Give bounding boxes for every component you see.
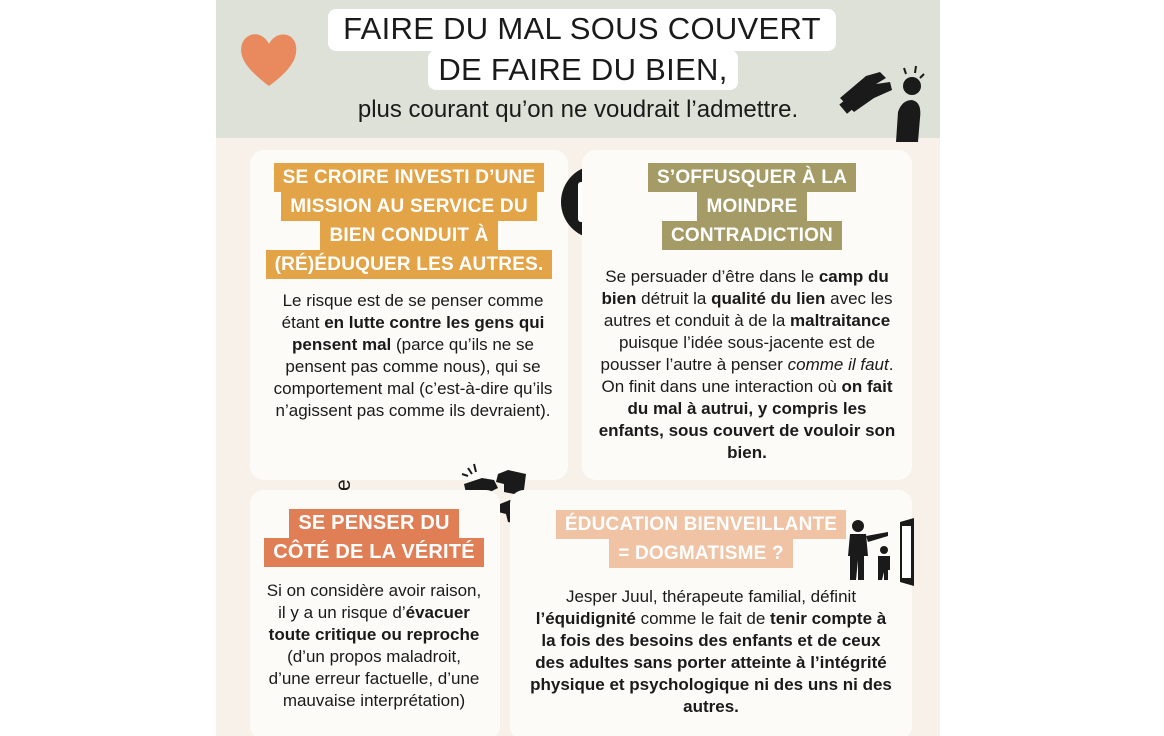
subtitle: plus courant qu’on ne voudrait l’admettre. — [357, 96, 799, 123]
label-line: CÔTÉ DE LA VÉRITÉ — [264, 538, 484, 567]
slap-icon — [836, 62, 926, 142]
text-bold: évacuer toute critique ou reproche — [268, 603, 480, 644]
text-run: Se persuader d’être dans le — [605, 267, 819, 286]
infographic — [216, 0, 940, 736]
door-exit-icon — [844, 518, 916, 586]
card-mission-text — [272, 290, 554, 422]
label-line: BIEN CONDUIT À — [320, 221, 497, 250]
text-run: puisque l’idée sous-jacente est de pousser l’autre à penser — [600, 333, 876, 374]
text-bold: l’équidignité — [535, 609, 636, 628]
label-line: SE PENSER DU — [289, 509, 458, 538]
card-contradiction-text — [594, 266, 900, 464]
heart-icon — [238, 30, 300, 88]
text-run: (parce qu’ils ne se pensent pas comme nous), qui se comportement mal (c’est-à-dire qu’ils n’agissent pas comme ils devraient). — [273, 335, 553, 420]
header — [216, 0, 940, 138]
text-run: détruit la — [636, 289, 712, 308]
label-line: MISSION AU SERVICE DU — [281, 192, 537, 221]
text-run: Le risque est de se penser comme étant — [281, 291, 544, 332]
text-bold: on fait du mal à autrui, y compris les enfants, sous couvert de vouloir son bien. — [598, 377, 896, 462]
label-line: S’OFFUSQUER À LA — [648, 163, 856, 192]
text-run: avec les autres et conduit à de la — [603, 289, 893, 330]
text-bold: maltraitance — [790, 311, 891, 330]
title-line-1: FAIRE DU MAL SOUS COUVERT — [328, 9, 836, 51]
label-line: SE CROIRE INVESTI D’UNE — [274, 163, 545, 192]
text-bold: en lutte contre les gens qui pensent mal — [292, 313, 545, 354]
text-bold: qualité du lien — [711, 289, 826, 308]
label-line: ÉDUCATION BIENVEILLANTE — [556, 510, 846, 539]
label-line: = DOGMATISME ? — [609, 539, 793, 568]
label-dogmatisme — [510, 510, 892, 568]
text-run: Jesper Juul, thérapeute familial, définit — [565, 587, 857, 606]
text-run: comme le fait de — [635, 609, 771, 628]
text-bold: camp du bien — [601, 267, 889, 308]
text-run: . On finit dans une interaction où — [601, 355, 894, 396]
label-line: (RÉ)ÉDUQUER LES AUTRES. — [266, 250, 553, 279]
card-dogmatisme-text — [528, 586, 894, 718]
label-line: MOINDRE — [697, 192, 806, 221]
text-run: Si on considère avoir raison, il y a un risque d’ — [266, 581, 482, 622]
text-bold: tenir compte à la fois des besoins des enfants et de ceux des adultes sans porter atteinte à l’intégrité physique et psychologique ni des uns ni des autres. — [530, 609, 892, 716]
label-verite — [250, 509, 498, 567]
card-verite-text — [266, 580, 482, 712]
label-line: CONTRADICTION — [662, 221, 842, 250]
title-line-2: DE FAIRE DU BIEN, — [428, 50, 738, 90]
label-mission — [250, 163, 568, 279]
label-contradiction — [602, 163, 902, 250]
text-run: (d’un propos maladroit, d’une erreur factuelle, d’une mauvaise interprétation) — [268, 647, 480, 710]
text-italic: comme il faut — [787, 355, 889, 374]
